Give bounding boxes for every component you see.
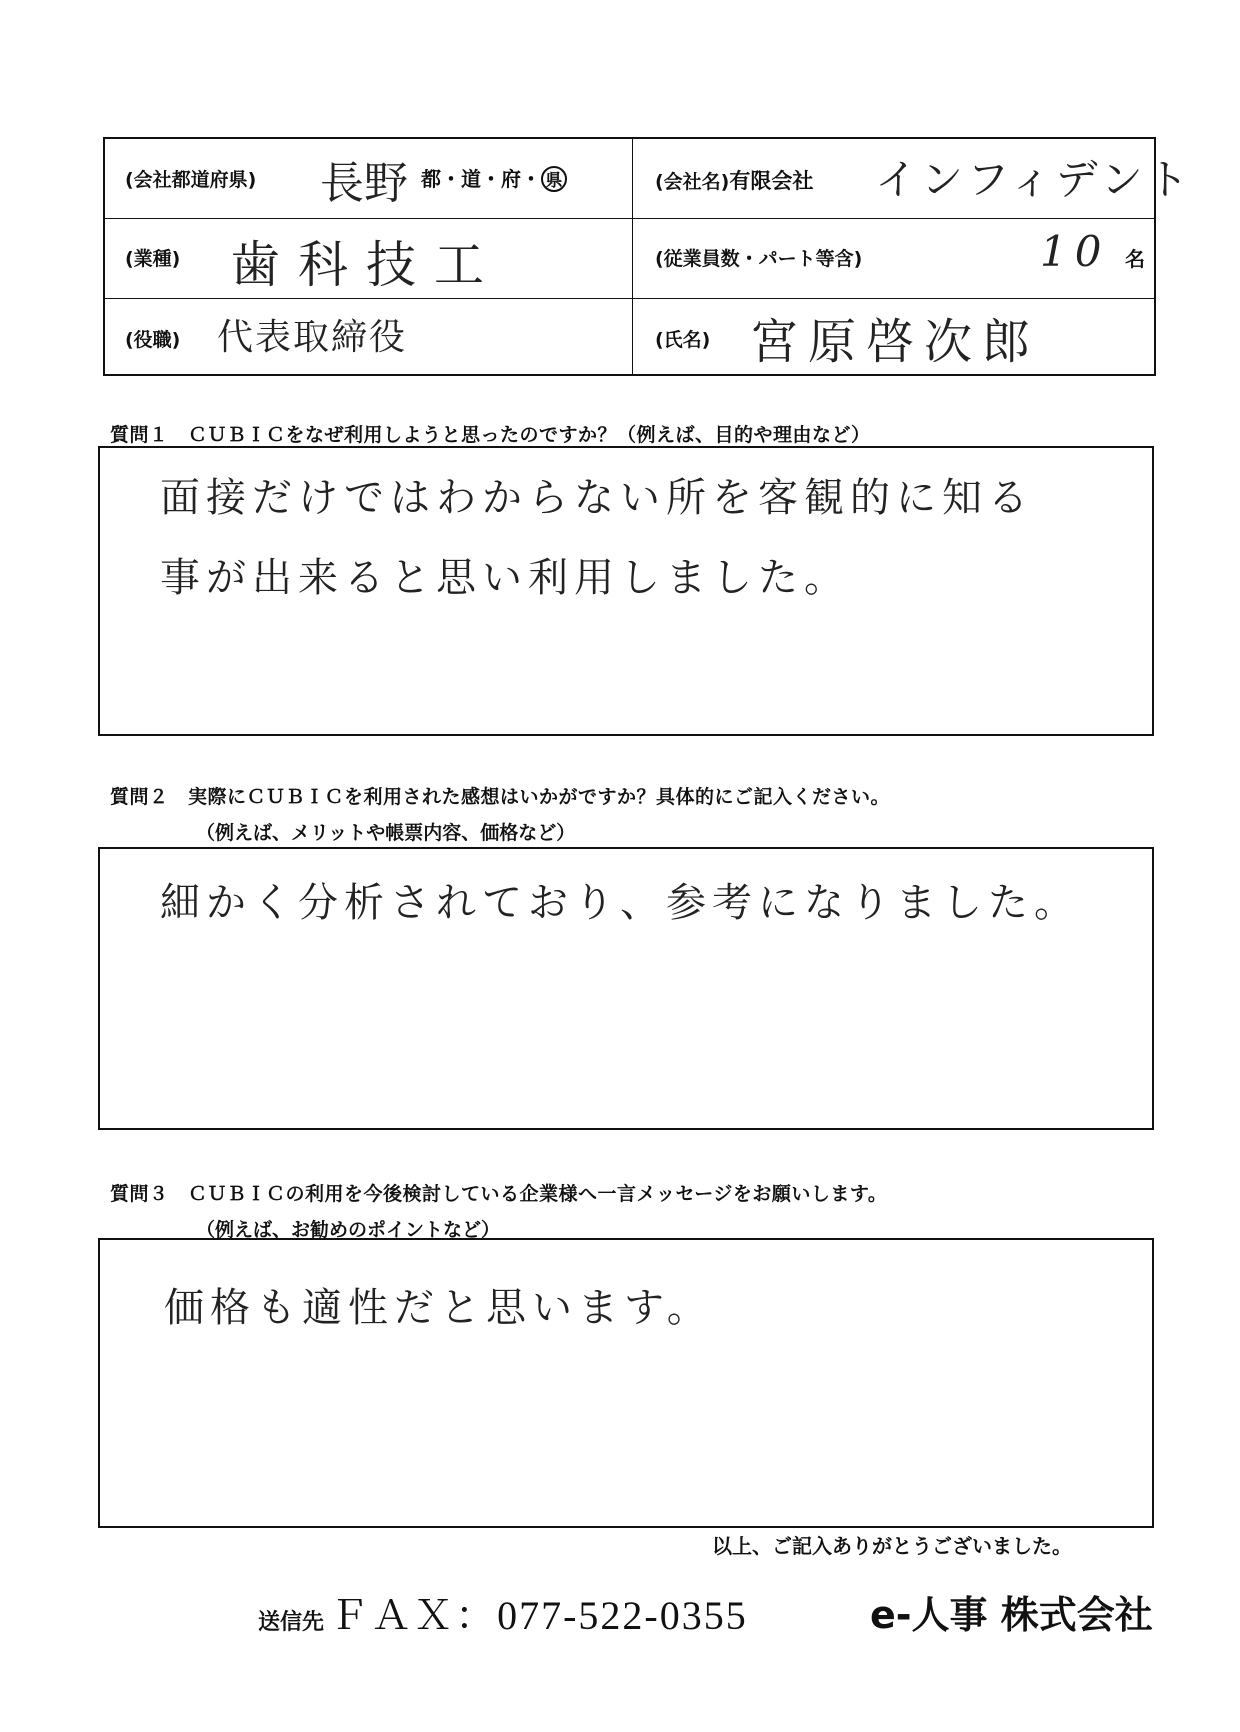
industry-label: (業種) [125,248,181,270]
name-value: 宮原啓次郎 [750,314,1041,370]
q2-title: 質問２ 実際にＣＵＢＩＣを利用された感想はいかがですか？具体的にご記入ください。 [110,786,891,808]
q3-subtitle: （例えば、お勧めのポイントなど） [196,1219,501,1241]
position-label: (役職) [125,329,181,351]
industry-value: 歯科技工 [230,236,502,294]
q1-answer-line-1: 面接だけではわからない所を客観的に知る [160,475,1034,521]
company-name: e-人事 株式会社 [870,1593,1153,1637]
q2-answer-line-1: 細かく分析されており、参考になりました。 [160,880,1080,926]
prefecture-suffixes: 都・道・府・ 県 [421,163,567,192]
position-cell [125,325,180,352]
employees-cell [655,244,862,271]
employees-label: (従業員数・パート等含) [655,248,863,270]
company-label: (会社名) [655,171,730,193]
employees-value: 10 [1040,227,1110,276]
q3-title: 質問３ ＣＵＢＩＣの利用を今後検討している企業様へ一言メッセージをお願いします。 [110,1183,888,1205]
prefecture-label: (会社都道府県) [125,169,257,191]
company-value: インフィデント [875,155,1193,204]
q1-answer-line-2: 事が出来ると思い利用しました。 [160,555,850,601]
info-table [103,137,1193,376]
company-type: 有限会社 [729,169,814,193]
thanks-note: 以上、ご記入ありがとうございました。 [712,1534,1072,1558]
industry-cell [125,244,180,271]
prefecture-cell [125,165,256,192]
name-cell [655,325,710,352]
name-label: (氏名) [655,329,711,351]
fax-line [258,1584,748,1641]
fax-number: ＦＡＸ：077-522-0355 [329,1593,748,1638]
table-divider [105,218,1154,219]
employees-unit: 名 [1125,247,1145,271]
q2-subtitle: （例えば、メリットや帳票内容、価格など） [196,822,576,844]
suffix-to: 都 [421,167,441,191]
q1-answer-box [98,446,1154,736]
table-divider [632,139,633,374]
table-divider [105,298,1154,299]
prefecture-value: 長野 [320,158,408,209]
position-value: 代表取締役 [217,317,408,358]
q2-answer-box [98,847,1154,1130]
suffix-ken-circled: 県 [541,166,567,192]
company-cell [655,165,813,195]
suffix-do: 道 [461,167,481,191]
q3-answer-line-1: 価格も適性だと思います。 [164,1285,713,1331]
send-label: 送信先 [258,1610,325,1635]
q3-answer-box [98,1238,1154,1528]
suffix-fu: 府 [501,167,521,191]
q1-title: 質問１ ＣＵＢＩＣをなぜ利用しようと思ったのですか？（例えば、目的や理由など） [110,424,871,446]
